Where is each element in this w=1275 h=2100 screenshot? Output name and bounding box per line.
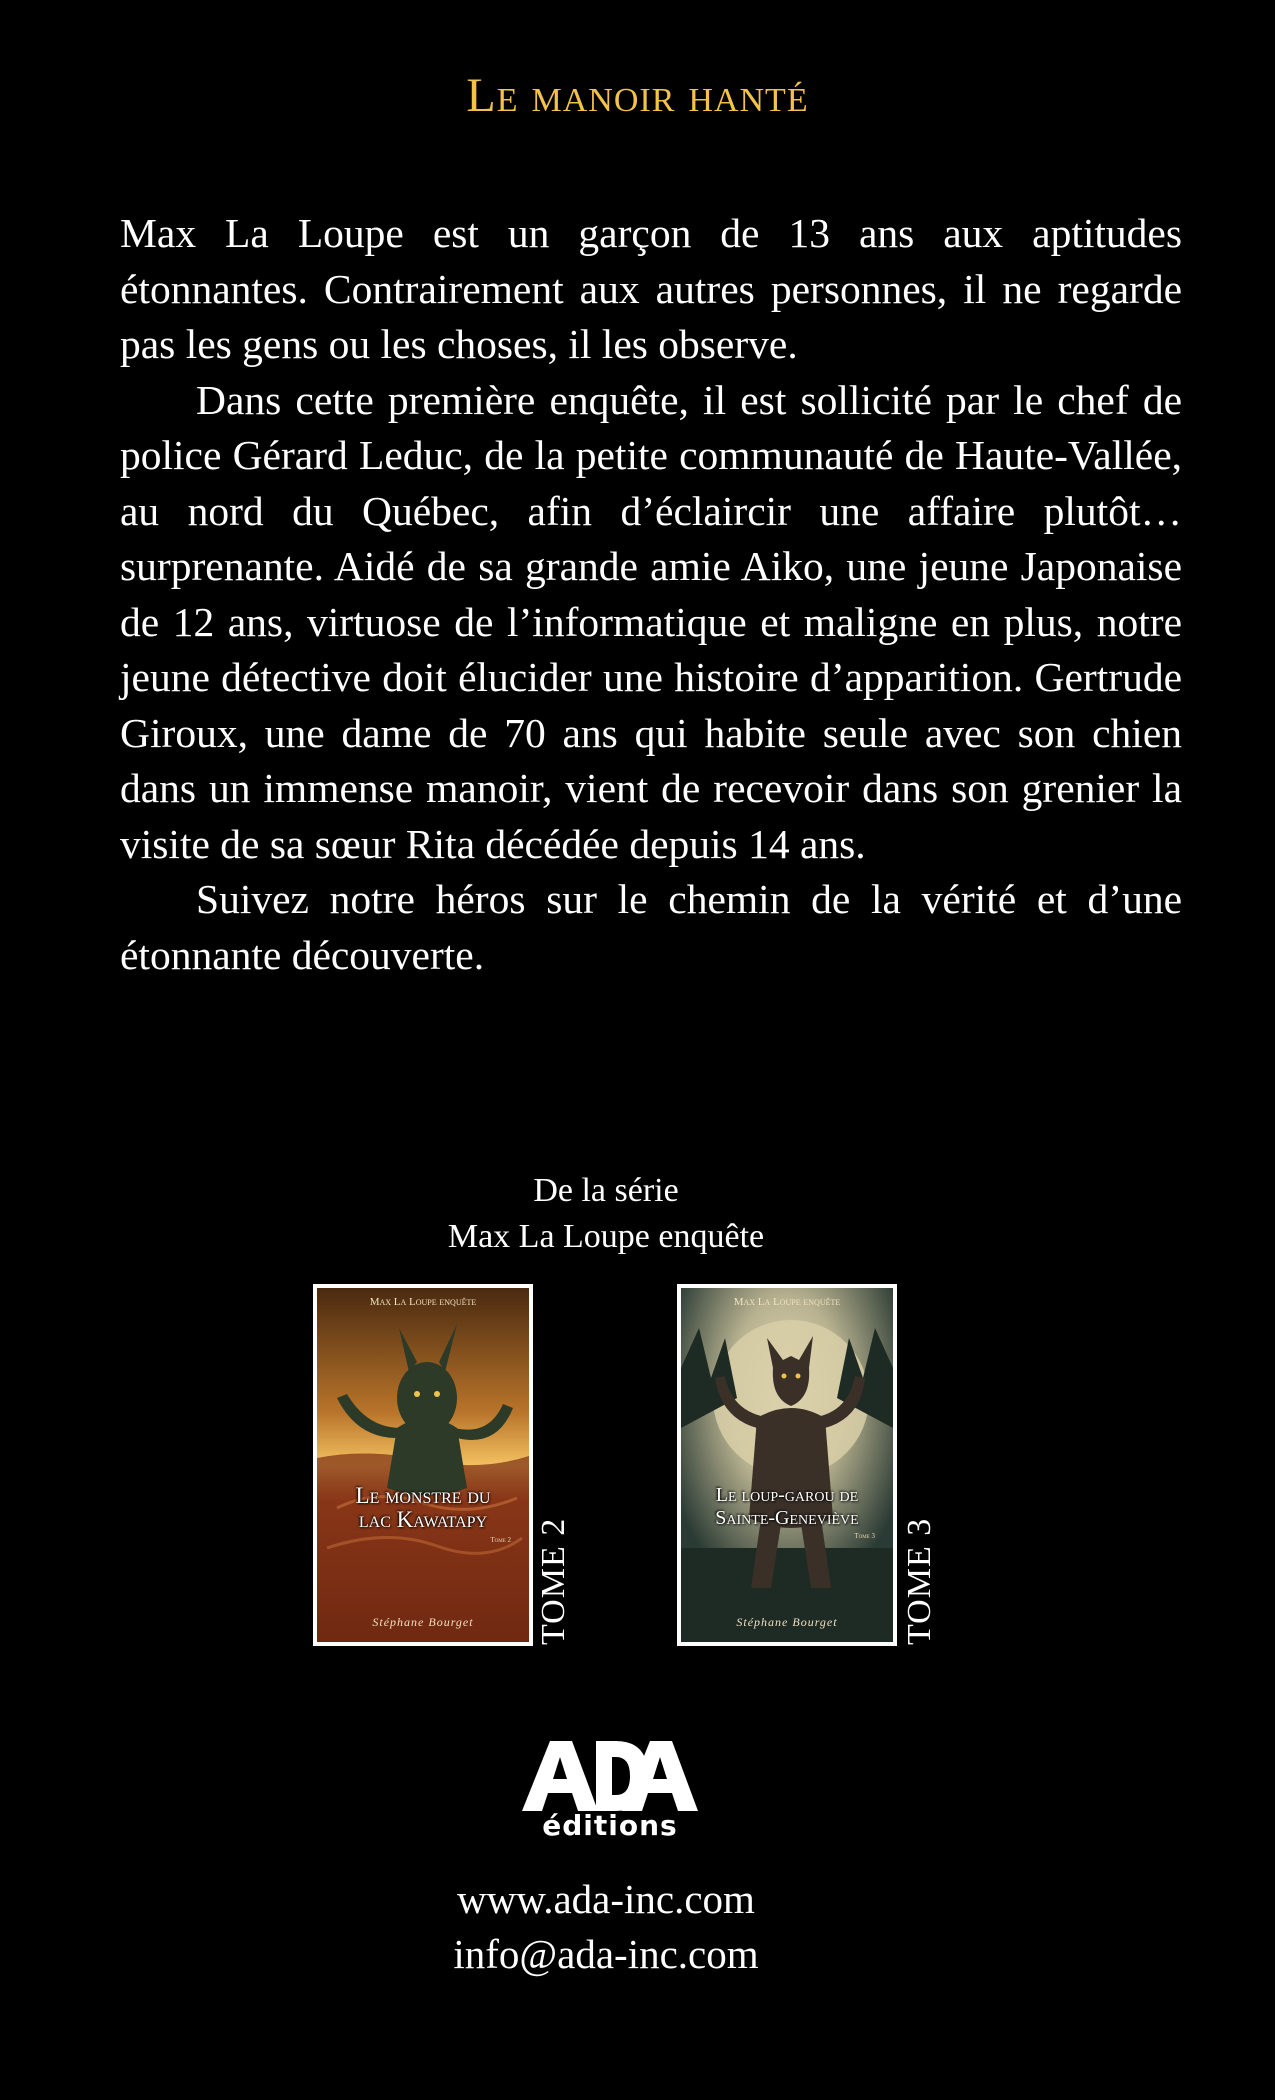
werewolf-cover-art	[681, 1288, 893, 1642]
cover-title	[681, 1484, 893, 1530]
series-caption	[0, 1168, 1212, 1260]
series-name: Max La Loupe enquête	[447, 1218, 765, 1255]
page-title: Le manoir hanté	[466, 69, 809, 122]
cover-tome-number: Tome 3	[854, 1532, 875, 1540]
contact-info	[0, 1872, 1212, 1982]
cover-title-line: Sainte-Geneviève	[715, 1507, 859, 1529]
cover-title-line: Le monstre du	[355, 1483, 491, 1508]
monster-cover-art	[317, 1288, 529, 1642]
synopsis-paragraph: Suivez notre héros sur le chemin de la vérité et d’une étonnante découverte.	[120, 876, 1182, 978]
website-link[interactable]: www.ada-inc.com	[457, 1876, 755, 1922]
cover-author: Stéphane Bourget	[372, 1615, 474, 1629]
cover-series-label: Max La Loupe enquête	[733, 1296, 841, 1308]
cover-title-line: lac Kawatapy	[358, 1507, 488, 1532]
ada-logo-icon	[512, 1735, 702, 1815]
synopsis-paragraph: Max La Loupe est un garçon de 13 ans aux aptitudes étonnantes. Contrairement aux autres personnes, il ne regarde pas les gens ou les choses, il les observe.	[120, 210, 1182, 367]
email-link[interactable]: info@ada-inc.com	[453, 1931, 759, 1977]
publisher-logo-subtitle: éditions	[542, 1809, 678, 1842]
synopsis-paragraph: Dans cette première enquête, il est sollicité par le chef de police Gérard Leduc, de la petite communauté de Haute-Vallée, au nord du Québec, afin d’éclaircir une affaire plutôt… surprenante. Aidé de sa grande amie Aiko, une jeune Japonaise de 12 ans, virtuose de l’informatique et maligne en plus, notre jeune détective doit élucider une histoire d’apparition. Gertrude Giroux, une dame de 70 ans qui habite seule avec son chien dans un immense manoir, vient de recevoir dans son grenier la visite de sa sœur Rita décédée depuis 14 ans.	[120, 376, 1182, 867]
cover-title-line: Le loup-garou de	[715, 1484, 859, 1506]
synopsis	[120, 206, 1182, 983]
cover-tome-number: Tome 2	[490, 1536, 511, 1544]
publisher-logo	[512, 1735, 702, 1845]
book-cover-tome-3	[677, 1284, 897, 1646]
cover-series-label: Max La Loupe enquête	[369, 1296, 477, 1308]
tome-label: TOME 3	[901, 1517, 938, 1645]
cover-title	[317, 1484, 529, 1532]
tome-label: TOME 2	[535, 1517, 572, 1645]
book-cover-tome-2	[313, 1284, 533, 1646]
series-caption-line: De la série	[533, 1172, 679, 1209]
cover-author: Stéphane Bourget	[736, 1615, 838, 1629]
